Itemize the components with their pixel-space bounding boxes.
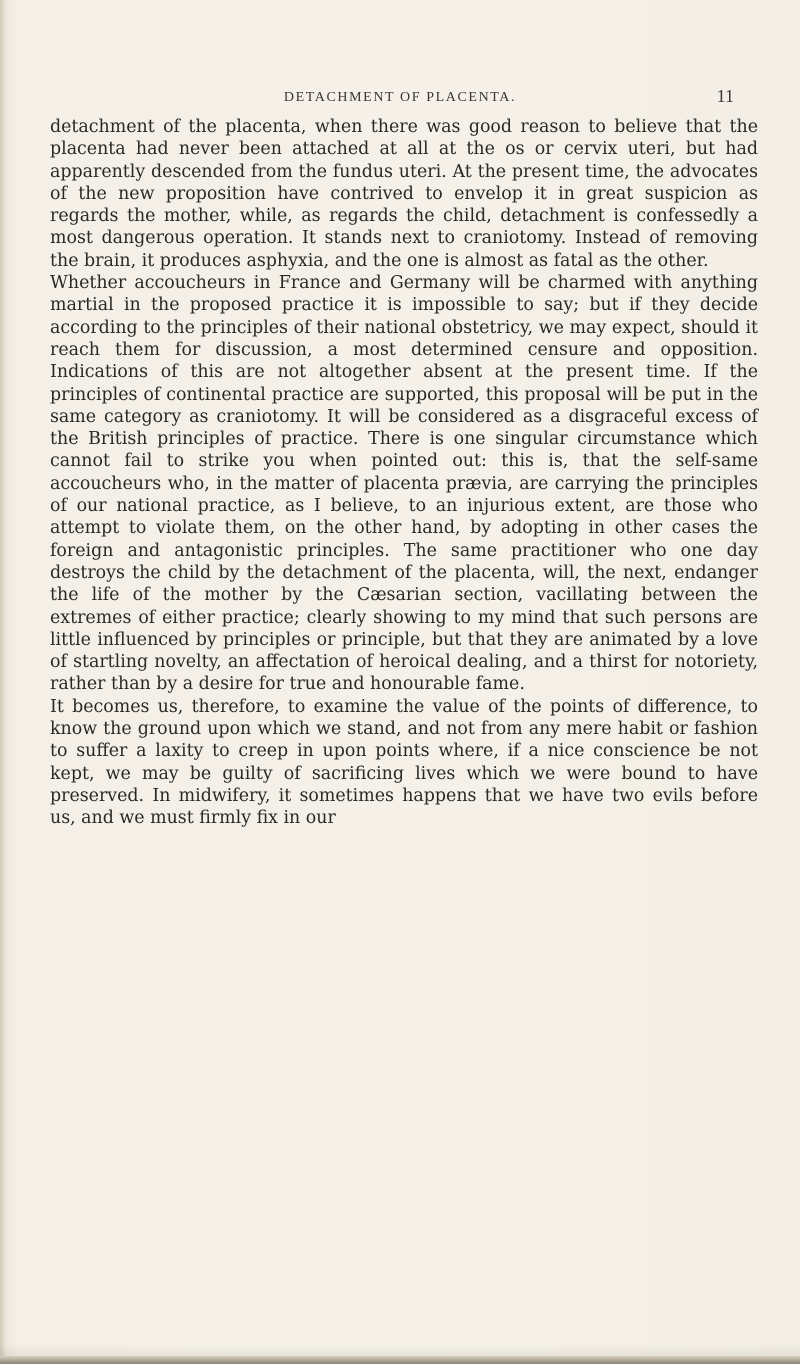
paragraph-1: detachment of the placenta, when there was good reason to believe that the placenta had never been attached at all at the os or cervix uteri, but had apparently descended from the fundus uteri. At the present time, the advocates of the new proposition have contrived to envelop it in great suspicion as regards the mother, while, as regards the child, detachment is confessedly a most dangerous operation. It stands next to craniotomy. Instead of removing the brain, it produces asphyxia, and the one is almost as fatal as the other. [50,117,758,271]
body-text [50,116,758,830]
page-bottom-shadow [0,1344,800,1356]
page-number: 11 [716,86,734,106]
paragraph-3: It becomes us, therefore, to examine the value of the points of difference, to know the ground upon which we stand, and not from any mere habit or fashion to suffer a laxity to creep in upon points where, if a nice conscience be not kept, we may be guilty of sacrificing lives which we were bound to have preserved. In midwifery, it sometimes happens that we have two evils before us, and we must firmly fix in our [50,696,758,829]
page-bottom-edge [0,1356,800,1364]
paragraph-2: Whether accoucheurs in France and Germany will be charmed with anything martial in the proposed practice it is impossible to say; but if they decide according to the principles of their national obstetricy, we may expect, should it reach them for discussion, a most determined censure and opposition. Indications of this are not altogether absent at the present time. If the principles of continental practice are supported, this proposal will be put in the same category as craniotomy. It will be considered as a disgraceful excess of the British principles of practice. There is one singular circumstance which cannot fail to strike you when pointed out: this is, that the self-same accoucheurs who, in the matter of placenta prævia, are carrying the principles of our national practice, as I believe, to an injurious extent, are those who attempt to violate them, on the other hand, by adopting in other cases the foreign and antagonistic principles. The same practitioner who one day destroys the child by the detachment of the placenta, will, the next, endanger the life of the mother by the Cæsarian section, vacillating between the extremes of either practice; clearly showing to my mind that such persons are little influenced by principles or principle, but that they are animated by a love of startling novelty, an affectation of heroical dealing, and a thirst for notoriety, rather than by a desire for true and honourable fame. [50,273,758,695]
page-binding-edge [0,0,6,1364]
running-title: DETACHMENT OF PLACENTA. [283,90,517,105]
page-header [50,86,750,112]
